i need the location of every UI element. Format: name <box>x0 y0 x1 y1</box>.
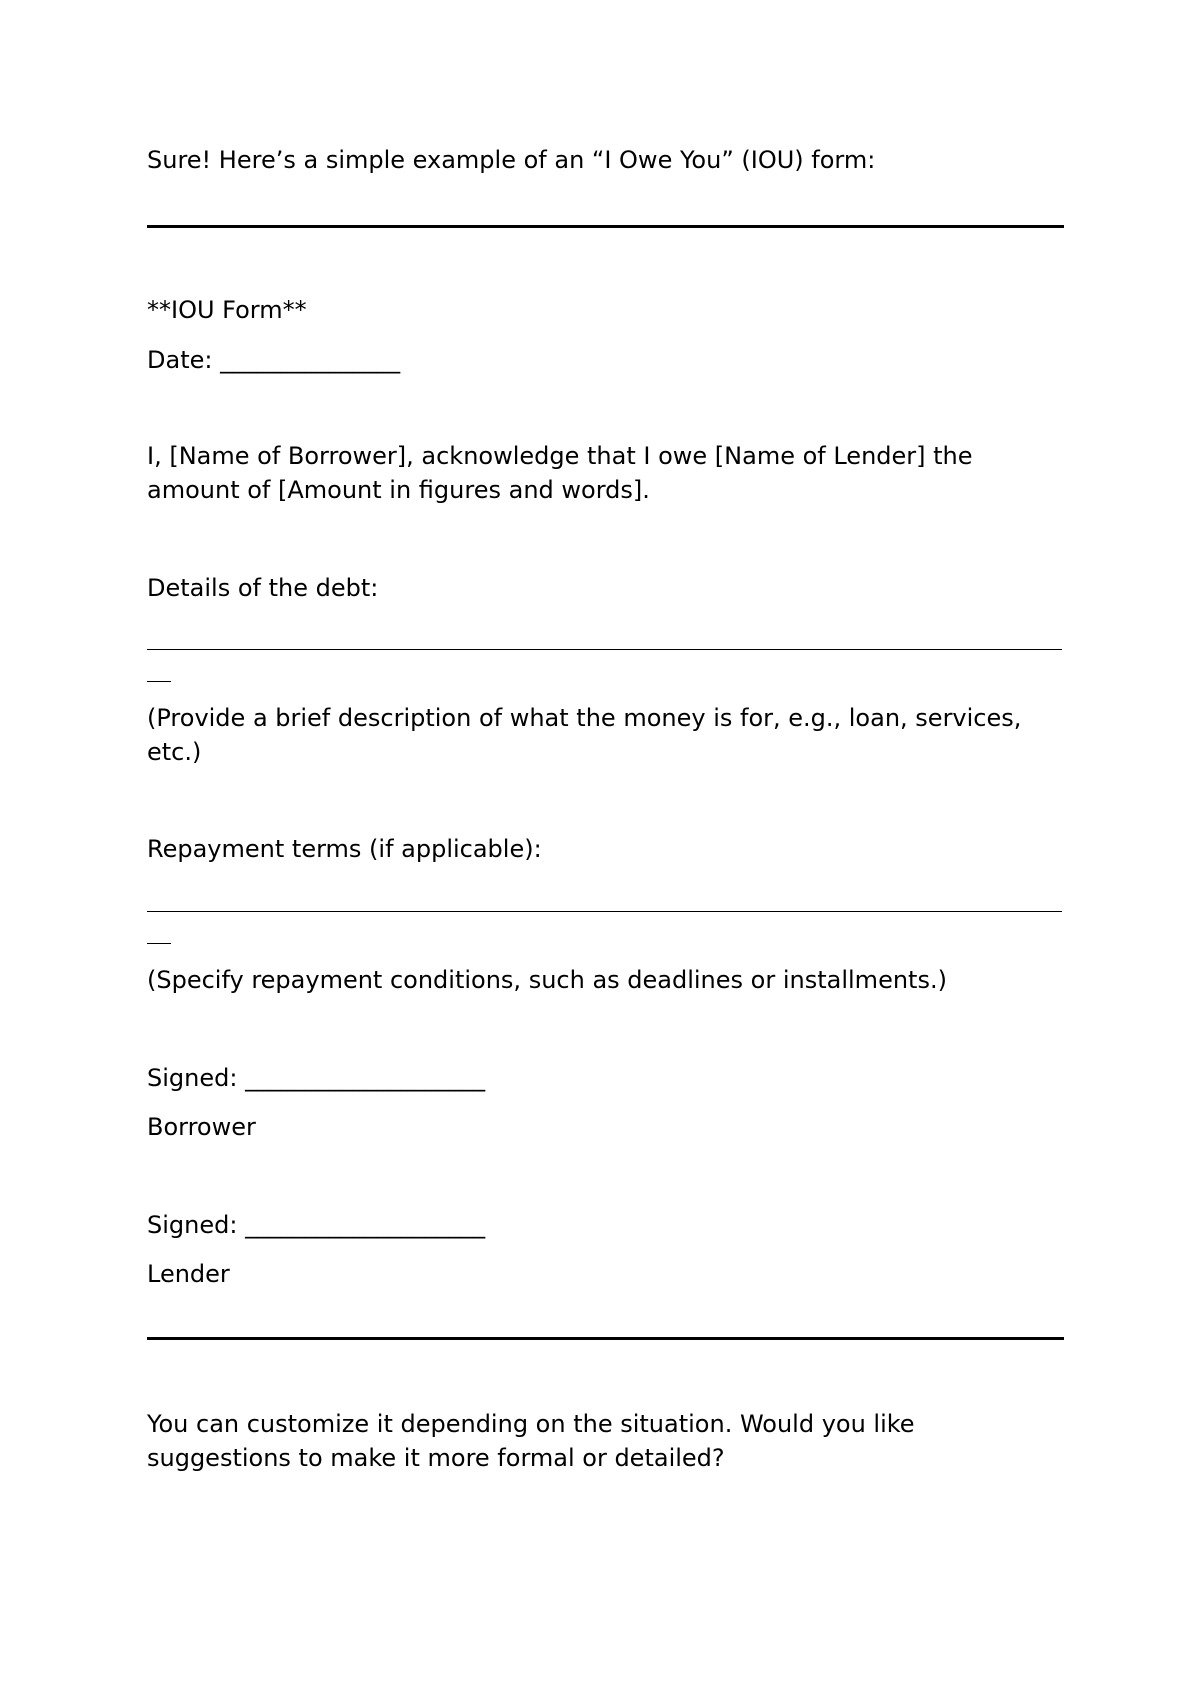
closing-line-1: You can customize it depending on the situation. Would you like <box>147 1410 915 1438</box>
details-label: Details of the debt: <box>147 574 379 602</box>
form-title: **IOU Form** <box>147 296 307 324</box>
lender-label: Lender <box>147 1260 230 1288</box>
borrower-label: Borrower <box>147 1113 256 1141</box>
repayment-hint: (Specify repayment conditions, such as deadlines or installments.) <box>147 966 947 994</box>
repayment-fill-line <box>147 911 1062 912</box>
details-hint-line-2: etc.) <box>147 738 202 766</box>
repayment-fill-line-tail <box>147 943 171 944</box>
intro-text: Sure! Here’s a simple example of an “I Owe You” (IOU) form: <box>147 146 876 174</box>
repayment-label: Repayment terms (if applicable): <box>147 835 542 863</box>
acknowledgement-line-1: I, [Name of Borrower], acknowledge that I owe [Name of Lender] the <box>147 442 973 470</box>
details-hint-line-1: (Provide a brief description of what the money is for, e.g., loan, services, <box>147 704 1022 732</box>
details-fill-line <box>147 649 1062 650</box>
closing-line-2: suggestions to make it more formal or detailed? <box>147 1444 725 1472</box>
borrower-signature-field: Signed: ____________________ <box>147 1064 486 1092</box>
acknowledgement-line-2: amount of [Amount in figures and words]. <box>147 476 650 504</box>
top-divider <box>147 225 1064 228</box>
bottom-divider <box>147 1337 1064 1340</box>
lender-signature-field: Signed: ____________________ <box>147 1211 486 1239</box>
details-fill-line-tail <box>147 681 171 682</box>
date-field: Date: _______________ <box>147 346 401 374</box>
